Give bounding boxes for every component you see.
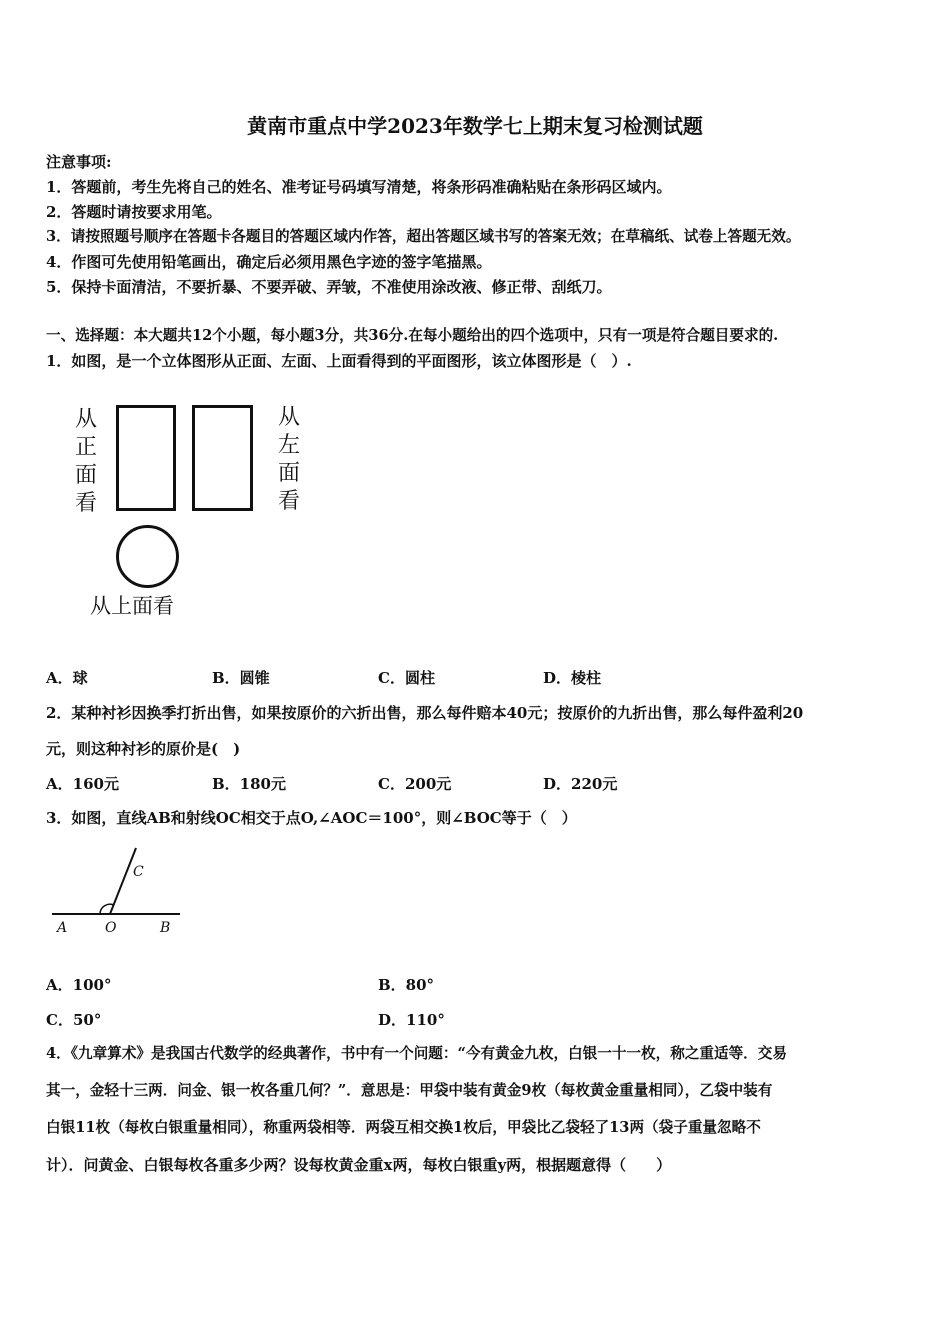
option-a: A．球 bbox=[46, 669, 88, 687]
question-4-stem-cont: 计）．问黄金、白银每枚各重多少两？设每枚黄金重x两，每枚白银重y两，根据题意得（ ） bbox=[46, 1156, 672, 1174]
ray-oc bbox=[110, 848, 136, 914]
question-4-stem-cont: 白银11枚（每枚白银重量相同），称重两袋相等．两袋互相交换1枚后，甲袋比乙袋轻了13两（袋子重量忽略不 bbox=[46, 1119, 761, 1136]
option-a: A．160元 bbox=[46, 775, 119, 793]
option-d: D．棱柱 bbox=[543, 669, 602, 687]
point-a-label: A bbox=[57, 920, 68, 936]
notice-item: 3．请按照题号顺序在答题卡各题目的答题区域内作答，超出答题区域书写的答案无效；在草稿纸、试卷上答题无效。 bbox=[46, 228, 801, 245]
option-c: C．200元 bbox=[378, 775, 452, 793]
section-heading: 一、选择题：本大题共12个小题，每小题3分，共36分.在每小题给出的四个选项中，只有一项是符合题目要求的. bbox=[46, 327, 779, 344]
question-4-stem: 4．《九章算术》是我国古代数学的经典著作，书中有一个问题：“今有黄金九枚，白银一十一枚，称之重适等．交易 bbox=[46, 1045, 787, 1062]
point-c-label: C bbox=[133, 864, 144, 880]
notice-heading: 注意事项: bbox=[46, 153, 112, 171]
front-view-label: 从 正 面 看 bbox=[74, 407, 97, 516]
page-title: 黄南市重点中学2023年数学七上期末复习检测试题 bbox=[247, 114, 703, 138]
notice-item: 4．作图可先使用铅笔画出，确定后必须用黑色字迹的签字笔描黑。 bbox=[46, 253, 492, 271]
option-c: C．圆柱 bbox=[378, 669, 435, 687]
option-c: C．50° bbox=[46, 1011, 102, 1029]
point-b-label: B bbox=[160, 920, 171, 936]
question-4-stem-cont: 其一，金轻十三两．问金、银一枚各重几何？”．意思是：甲袋中装有黄金9枚（每枚黄金重量相同），乙袋中装有 bbox=[46, 1082, 773, 1099]
option-d: D．110° bbox=[378, 1011, 445, 1029]
question-2-stem: 2．某种衬衫因换季打折出售，如果按原价的六折出售，那么每件赔本40元；按原价的九折出售，那么每件盈利20 bbox=[46, 704, 804, 722]
left-view-label: 从 左 面 看 bbox=[277, 405, 300, 514]
top-view-circle bbox=[116, 525, 179, 588]
top-view-label: 从上面看 bbox=[90, 594, 174, 618]
front-view-rectangle bbox=[116, 405, 176, 511]
notice-item: 1．答题前，考生先将自己的姓名、准考证号码填写清楚，将条形码准确粘贴在条形码区域内。 bbox=[46, 178, 672, 196]
option-b: B．80° bbox=[378, 976, 435, 994]
left-view-rectangle bbox=[192, 405, 253, 511]
notice-item: 2．答题时请按要求用笔。 bbox=[46, 203, 222, 221]
question-2-stem-cont: 元，则这种衬衫的原价是( ) bbox=[46, 740, 241, 758]
option-d: D．220元 bbox=[543, 775, 618, 793]
point-o-label: O bbox=[105, 920, 117, 936]
question-3-stem: 3．如图，直线AB和射线OC相交于点O,∠AOC＝100°，则∠BOC等于（ ） bbox=[46, 809, 577, 827]
question-1-stem: 1．如图，是一个立体图形从正面、左面、上面看得到的平面图形，该立体图形是（ ）. bbox=[46, 352, 632, 370]
notice-item: 5．保持卡面清洁，不要折暴、不要弄破、弄皱，不准使用涂改液、修正带、刮纸刀。 bbox=[46, 278, 612, 296]
option-b: B．圆锥 bbox=[212, 669, 270, 687]
option-a: A．100° bbox=[46, 976, 112, 994]
option-b: B．180元 bbox=[212, 775, 286, 793]
